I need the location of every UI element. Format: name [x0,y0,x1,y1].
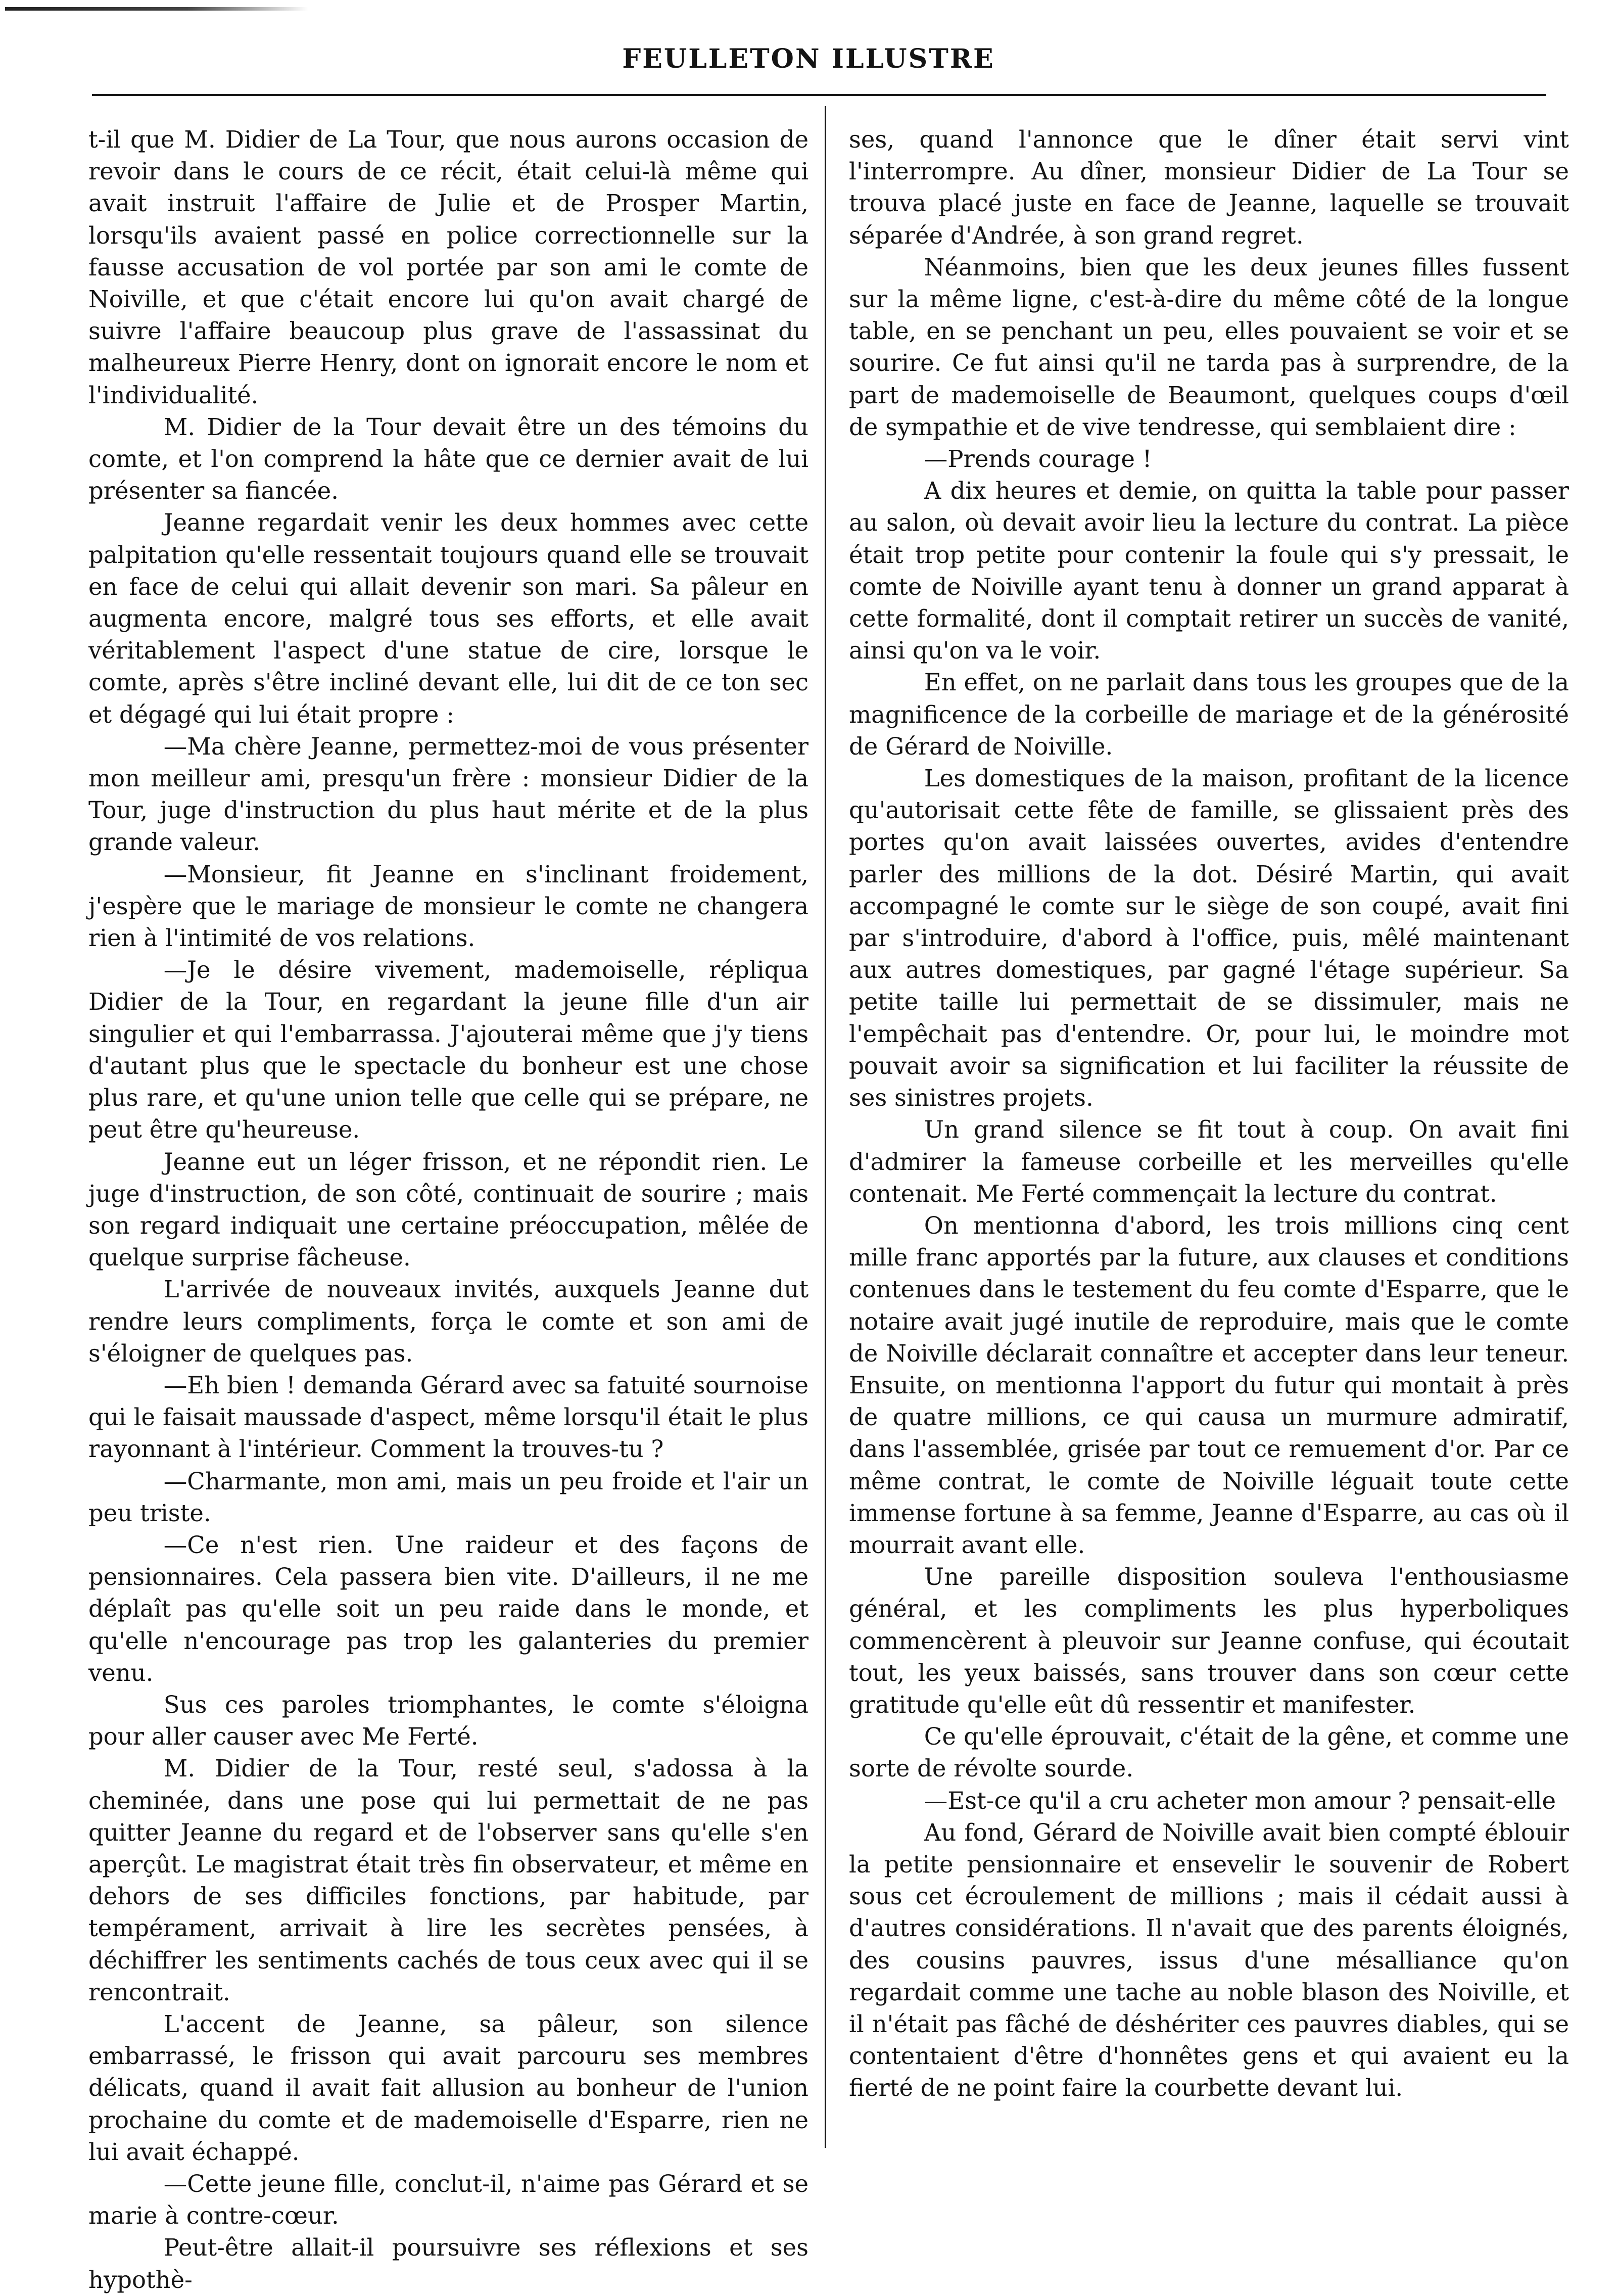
header-rule [92,94,1546,96]
paragraph: Les domestiques de la maison, profitant de la licence qu'autorisait cette fête de famille, se glissaient près des portes qu'on avait laissées ouvertes, avides d'entendre parler des millions de la dot. Désiré Martin, qui avait accompagné le comte sur le siège de son coupé, avait fini par s'introduire, d'abord à l'office, puis, mêlé maintenant aux autres domestiques, par gagné l'étage supérieur. Sa petite taille lui permettait de se dissimuler, mais ne l'empêchait pas d'entendre. Or, pour lui, le moindre mot pouvait avoir sa signification et lui faciliter la réussite de ses sinistres projets. [849,765,1569,1112]
paragraph: —Ce n'est rien. Une raideur et des façons de pensionnaires. Cela passera bien vite. D'ailleurs, il ne me déplaît pas qu'elle soit un peu raide dans le monde, et qu'elle n'encourage pas trop les galanteries du premier venu. [88,1531,809,1686]
paragraph: ses, quand l'annonce que le dîner était servi vint l'interrompre. Au dîner, monsieur Didier de La Tour se trouva placé juste en face de Jeanne, laquelle se trouvait séparée d'Andrée, à son grand regret. [849,126,1569,249]
paragraph: Jeanne eut un léger frisson, et ne répondit rien. Le juge d'instruction, de son côté, continuait de sourire ; mais son regard indiquait une certaine préoccupation, mêlée de quelque surprise fâcheuse. [88,1148,809,1272]
paragraph: Un grand silence se fit tout à coup. On avait fini d'admirer la fameuse corbeille et les merveilles qu'elle contenait. Me Ferté commençait la lecture du contrat. [849,1116,1569,1207]
column-divider [825,106,826,2148]
left-column [88,124,809,2293]
paragraph: Jeanne regardait venir les deux hommes avec cette palpitation qu'elle ressentait toujours quand elle se trouvait en face de celui qui allait devenir son mari. Sa pâleur en augmenta encore, malgré tous ses efforts, et elle avait véritablement l'aspect d'une statue de cire, lorsque le comte, après s'être incliné devant elle, lui dit de ce ton sec et dégagé qui lui était propre : [88,509,809,728]
right-column [849,124,1569,2145]
paragraph: Sus ces paroles triomphantes, le comte s'éloigna pour aller causer avec Me Ferté. [88,1691,809,1751]
paragraph: On mentionna d'abord, les trois millions cinq cent mille franc apportés par la future, aux clauses et conditions contenues dans le testement du feu comte d'Esparre, que le notaire avait jugé inutile de reproduire, mais que le comte de Noiville déclarait connaître et accepter dans leur teneur. Ensuite, on mentionna l'apport du futur qui montait à près de quatre millions, ce qui causa un murmure admiratif, dans l'assemblée, grisée par tout ce remuement d'or. Par ce même contrat, le comte de Noiville léguait toute cette immense fortune à sa femme, Jeanne d'Esparre, au cas où il mourrait avant elle. [849,1211,1569,1559]
paragraph: —Cette jeune fille, conclut-il, n'aime pas Gérard et se marie à contre-cœur. [88,2170,809,2230]
paragraph: L'accent de Jeanne, sa pâleur, son silence embarrassé, le frisson qui avait parcouru ses membres délicats, quand il avait fait allusion au bonheur de l'union prochaine du comte et de mademoiselle d'Esparre, rien ne lui avait échappé. [88,2010,809,2166]
paragraph: —Monsieur, fit Jeanne en s'inclinant froidement, j'espère que le mariage de monsieur le comte ne changera rien à l'intimité de vos relations. [88,860,809,952]
top-rule [5,7,308,11]
paragraph: M. Didier de la Tour devait être un des témoins du comte, et l'on comprend la hâte que ce dernier avait de lui présenter sa fiancée. [88,413,809,505]
paragraph: Néanmoins, bien que les deux jeunes filles fussent sur la même ligne, c'est-à-dire du même côté de la longue table, en se penchant un peu, elles pouvaient se voir et se sourire. Ce fut ainsi qu'il ne tarda pas à surprendre, de la part de mademoiselle de Beaumont, quelques coups d'œil de sympathie et de vive tendresse, qui semblaient dire : [849,253,1569,441]
paragraph: —Je le désire vivement, mademoiselle, répliqua Didier de la Tour, en regardant la jeune fille d'un air singulier et qui l'embarrassa. J'ajouterai même que j'y tiens d'autant plus que le spectacle du bonheur est une chose plus rare, et qu'une union telle que celle qui se prépare, ne peut être qu'heureuse. [88,956,809,1144]
paragraph: t-il que M. Didier de La Tour, que nous aurons occasion de revoir dans le cours de ce récit, était celui-là même qui avait instruit l'affaire de Julie et de Prosper Martin, lorsqu'ils avaient passé en police correctionnelle sur la fausse accusation de vol portée par son ami le comte de Noiville, et que c'était encore lui qu'on avait chargé de suivre l'affaire beaucoup plus grave de l'assassinat du malheureux Pierre Henry, dont on ignorait encore le nom et l'individualité. [88,126,809,409]
page-title: FEULLETON ILLUSTRE [622,43,995,74]
paragraph: A dix heures et demie, on quitta la table pour passer au salon, où devait avoir lieu la lecture du contrat. La pièce était trop petite pour contenir la foule qui s'y pressait, le comte de Noiville ayant tenu à donner un grand apparat à cette formalité, dont il comptait retirer un succès de vanité, ainsi qu'on va le voir. [849,477,1569,665]
paragraph: —Prends courage ! [924,445,1152,473]
paragraph: Une pareille disposition souleva l'enthousiasme général, et les compliments les plus hyperboliques commencèrent à pleuvoir sur Jeanne confuse, qui écoutait tout, les yeux baissés, sans trouver dans son cœur cette gratitude qu'elle eût dû ressentir et manifester. [849,1563,1569,1718]
paragraph: M. Didier de la Tour, resté seul, s'adossa à la cheminée, dans une pose qui lui permettait de ne pas quitter Jeanne du regard et de l'observer sans qu'elle s'en aperçût. Le magistrat était très fin observateur, et même en dehors de ses difficiles fonctions, par habitude, par tempérament, arrivait à lire les secrètes pensées, à déchiffrer les sentiments cachés de tous ceux avec qui il se rencontrait. [88,1755,809,2006]
paragraph: —Est-ce qu'il a cru acheter mon amour ? pensait-elle [924,1787,1556,1814]
paragraph: Au fond, Gérard de Noiville avait bien compté éblouir la petite pensionnaire et ensevelir le souvenir de Robert sous cet écroulement de millions ; mais il cédait aussi à d'autres considérations. Il n'avait que des parents éloignés, des cousins pauvres, issus d'une mésalliance qu'on regardait comme une tache au noble blason des Noiville, et il n'était pas fâché de déshériter ces pauvres diables, qui se contentaient d'être d'honnêtes gens et qui avaient eu la fierté de ne point faire la courbette devant lui. [849,1818,1569,2102]
paragraph: L'arrivée de nouveaux invités, auxquels Jeanne dut rendre leurs compliments, força le comte et son ami de s'éloigner de quelques pas. [88,1276,809,1367]
paragraph: Ce qu'elle éprouvait, c'était de la gêne, et comme une sorte de révolte sourde. [849,1723,1569,1783]
paragraph: Peut-être allait-il poursuivre ses réflexions et ses hypothè- [88,2234,809,2293]
paragraph: —Eh bien ! demanda Gérard avec sa fatuité sournoise qui le faisait maussade d'aspect, même lorsqu'il était le plus rayonnant à l'intérieur. Comment la trouves-tu ? [88,1371,809,1463]
paragraph: —Ma chère Jeanne, permettez-moi de vous présenter mon meilleur ami, presqu'un frère : monsieur Didier de la Tour, juge d'instruction du plus haut mérite et de la plus grande valeur. [88,732,809,856]
paragraph: En effet, on ne parlait dans tous les groupes que de la magnificence de la corbeille de mariage et de la générosité de Gérard de Noiville. [849,669,1569,760]
paragraph: —Charmante, mon ami, mais un peu froide et l'air un peu triste. [88,1467,809,1527]
